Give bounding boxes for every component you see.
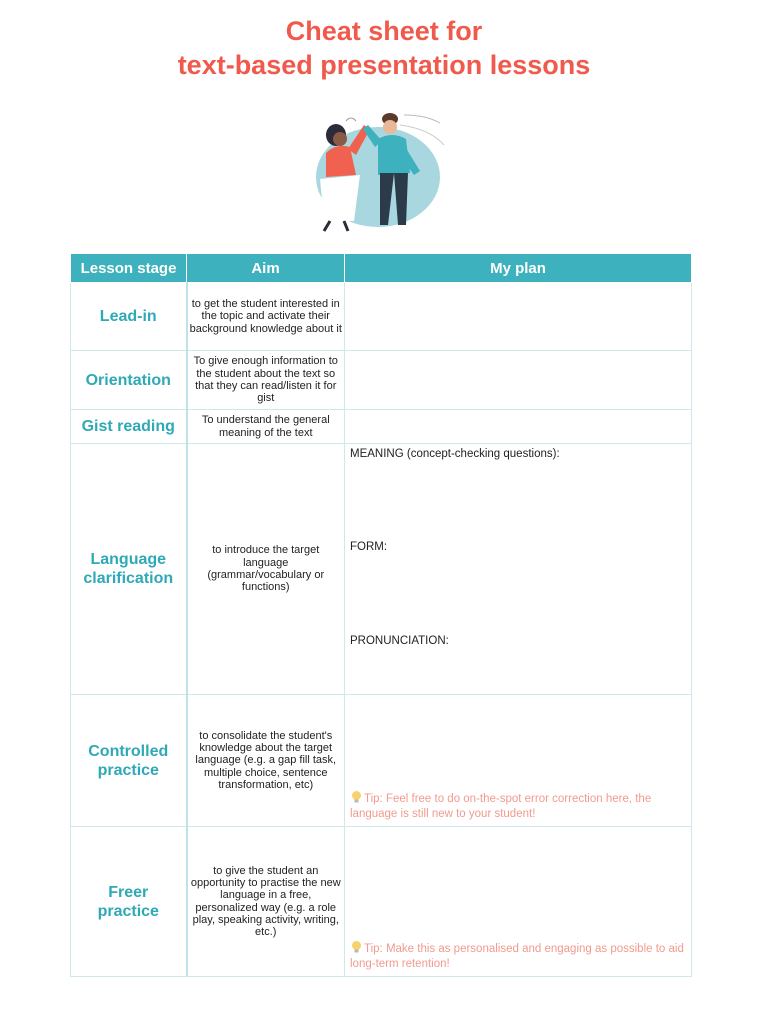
lightbulb-icon [350, 790, 363, 804]
page-title [0, 14, 768, 82]
header-lesson-stage: Lesson stage [71, 254, 187, 283]
meaning-label: MEANING (concept-checking questions): [350, 448, 560, 460]
aim-cell: To understand the general meaning of the text [187, 410, 345, 444]
aim-cell: to get the student interested in the topic and activate their background knowledge about it [187, 283, 345, 351]
tip-text: Tip: Feel free to do on-the-spot error correction here, the language is still new to your student! [350, 793, 652, 820]
tip-text: Tip: Make this as personalised and engaging as possible to aid long-term retention! [350, 943, 684, 970]
aim-cell: to introduce the target language (grammar/vocabulary or functions) [187, 444, 345, 695]
lightbulb-icon [350, 940, 363, 954]
table-row-lead-in [71, 283, 692, 351]
pronunciation-label: PRONUNCIATION: [350, 635, 449, 647]
table-header-row [71, 254, 692, 283]
stage-cell: Controlled practice [71, 695, 187, 827]
table-row-freer-practice [71, 827, 692, 977]
header-aim: Aim [187, 254, 345, 283]
header-my-plan: My plan [345, 254, 692, 283]
table-row-language-clarification [71, 444, 692, 695]
table-row-controlled-practice [71, 695, 692, 827]
tip-controlled [350, 790, 687, 822]
high-five-illustration [300, 105, 460, 235]
plan-cell[interactable] [345, 444, 692, 695]
plan-cell[interactable] [345, 695, 692, 827]
title-line-1: Cheat sheet for [285, 16, 483, 46]
aim-cell: to consolidate the student's knowledge about the target language (e.g. a gap fill task, multiple choice, sentence transformation, etc) [187, 695, 345, 827]
table-row-gist-reading [71, 410, 692, 444]
stage-cell: Freer practice [71, 827, 187, 977]
stage-cell: Lead-in [71, 283, 187, 351]
plan-cell[interactable] [345, 827, 692, 977]
stage-cell: Gist reading [71, 410, 187, 444]
form-label: FORM: [350, 541, 388, 553]
lesson-table [70, 253, 692, 977]
plan-cell[interactable] [345, 410, 692, 444]
title-line-2: text-based presentation lessons [177, 50, 591, 80]
plan-cell[interactable] [345, 351, 692, 410]
stage-cell: Orientation [71, 351, 187, 410]
tip-freer [350, 940, 687, 972]
stage-cell: Language clarification [71, 444, 187, 695]
aim-cell: To give enough information to the student about the text so that they can read/listen it for gist [187, 351, 345, 410]
plan-cell[interactable] [345, 283, 692, 351]
table-row-orientation [71, 351, 692, 410]
aim-cell: to give the student an opportunity to practise the new language in a free, personalized way (e.g. a role play, speaking activity, writing, etc.) [187, 827, 345, 977]
